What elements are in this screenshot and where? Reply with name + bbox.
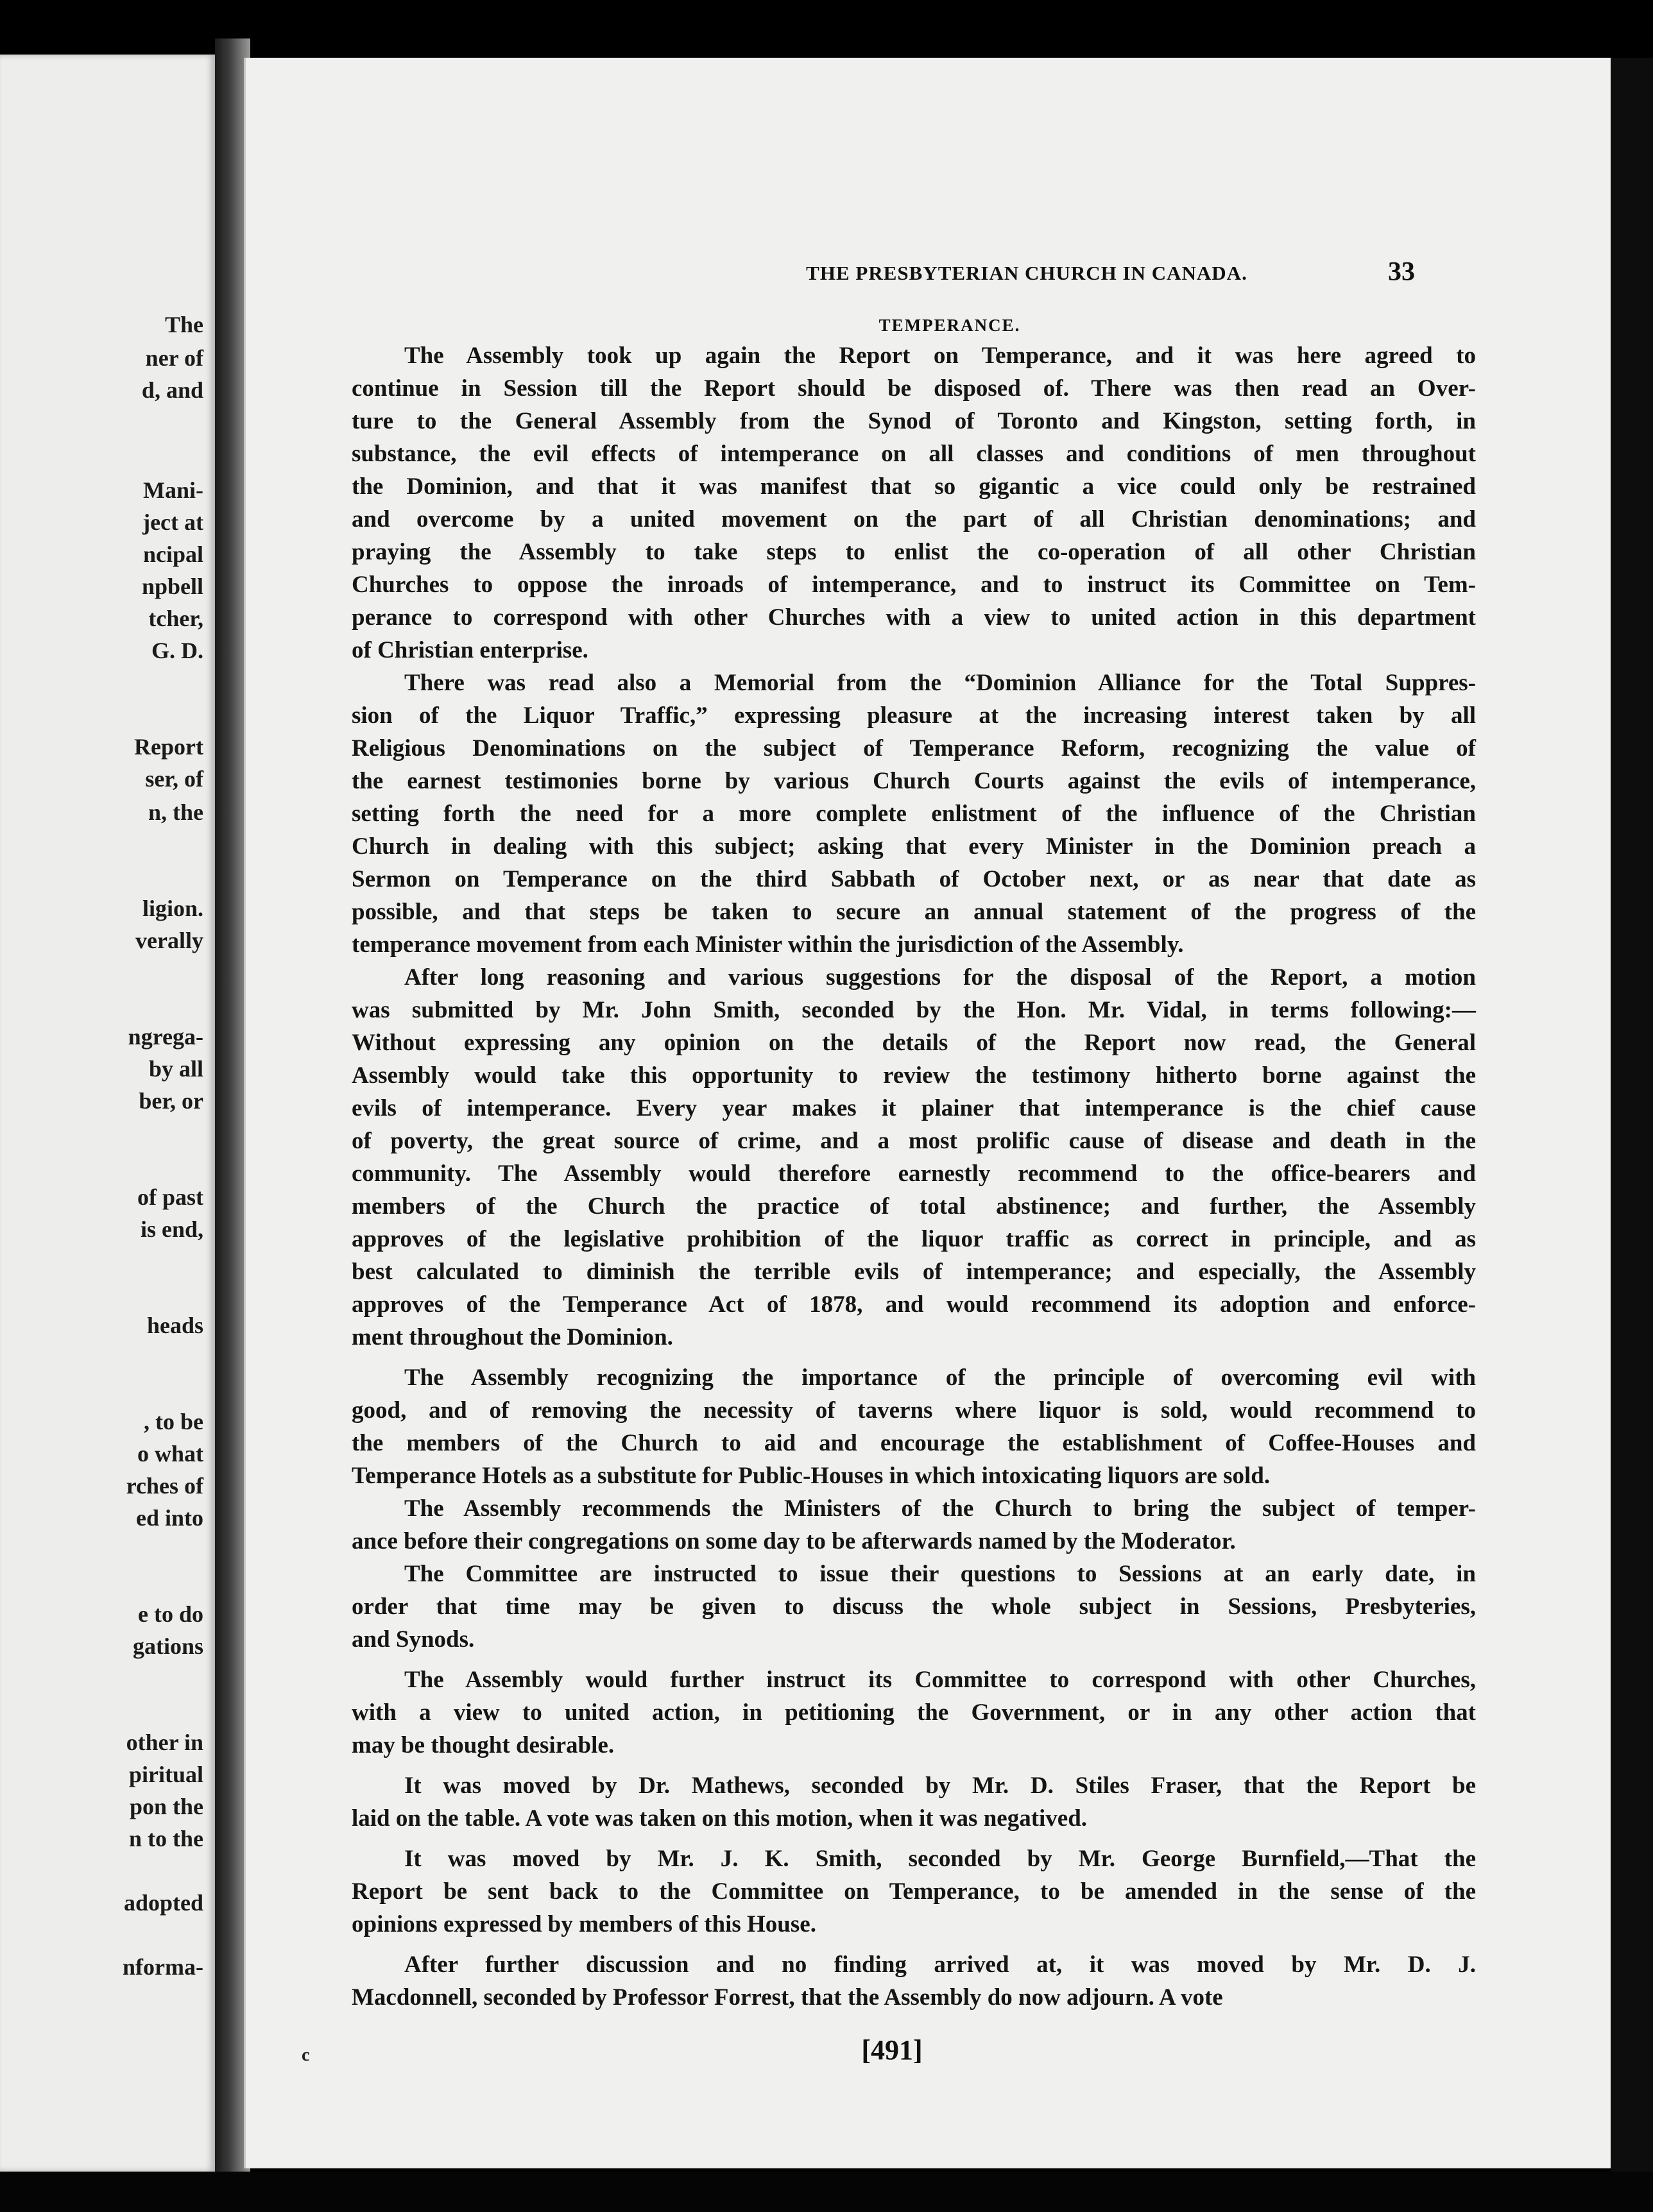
text-line: ance before their congregations on some day to be afterwards named by the Moderator. — [352, 1528, 1236, 1554]
text-line: the members of the Church to aid and encourage the establishment of Coffee-Houses and — [352, 1430, 1476, 1456]
text-line: After further discussion and no finding arrived at, it was moved by Mr. D. J. — [404, 1952, 1476, 1978]
page-number: 33 — [1388, 257, 1415, 287]
text-line: Without expressing any opinion on the details of the Report now read, the General — [352, 1030, 1476, 1056]
text-line: The Assembly recognizing the importance of the principle of overcoming evil with — [404, 1365, 1476, 1391]
previous-page-line-end: adopted — [123, 1890, 203, 1916]
previous-page-line-end: G. D. — [151, 638, 203, 663]
text-line: opinions expressed by members of this House. — [352, 1911, 816, 1937]
previous-page-line-end: ner of — [145, 345, 203, 371]
text-line: laid on the table. A vote was taken on this motion, when it was negatived. — [352, 1805, 1088, 1832]
text-line: approves of the Temperance Act of 1878, and would recommend its adoption and enforce- — [352, 1291, 1476, 1318]
text-line: sion of the Liquor Traffic,” expressing pleasure at the increasing interest taken by all — [352, 702, 1476, 729]
previous-page-line-end: o what — [137, 1441, 203, 1467]
page-folio: [491] — [861, 2034, 923, 2066]
text-line: the earnest testimonies borne by various Church Courts against the evils of intemperance, — [352, 768, 1476, 794]
previous-page-line-end: d, and — [141, 377, 203, 403]
previous-page-fragment — [0, 55, 215, 2172]
previous-page-line-end: heads — [146, 1313, 203, 1338]
text-line: Churches to oppose the inroads of intemperance, and to instruct its Committee on Tem- — [352, 572, 1476, 598]
previous-page-line-end: is end, — [140, 1216, 203, 1242]
text-line: order that time may be given to discuss the whole subject in Sessions, Presbyteries, — [352, 1594, 1476, 1620]
text-line: approves of the legislative prohibition of the liquor traffic as correct in principle, and as — [352, 1226, 1476, 1252]
text-line: best calculated to diminish the terrible evils of intemperance; and especially, the Assembly — [352, 1259, 1476, 1285]
previous-page-line-end: of past — [137, 1184, 203, 1210]
text-line: It was moved by Dr. Mathews, seconded by Mr. D. Stiles Fraser, that the Report be — [404, 1773, 1476, 1799]
previous-page-line-end: pon the — [129, 1794, 203, 1819]
text-line: perance to correspond with other Churches with a view to united action in this department — [352, 604, 1476, 631]
text-line: substance, the evil effects of intemperance on all classes and conditions of men throughout — [352, 441, 1476, 467]
previous-page-line-end: nforma- — [123, 1954, 203, 1980]
text-line: Temperance Hotels as a substitute for Public-Houses in which intoxicating liquors are sold. — [352, 1463, 1271, 1489]
text-line: continue in Session till the Report should be disposed of. There was then read an Over- — [352, 375, 1476, 402]
text-line: and Synods. — [352, 1626, 475, 1653]
body-text — [244, 58, 1611, 2168]
previous-page-line-end: npbell — [141, 574, 203, 599]
text-line: The Assembly took up again the Report on Temperance, and it was here agreed to — [404, 343, 1476, 369]
previous-page-line-end: e to do — [138, 1601, 203, 1627]
text-line: Religious Denominations on the subject of Temperance Reform, recognizing the value of — [352, 735, 1476, 761]
previous-page-line-end: other in — [126, 1730, 203, 1755]
text-line: setting forth the need for a more complete enlistment of the influence of the Christian — [352, 801, 1476, 827]
previous-page-line-end: n, the — [148, 799, 203, 825]
text-line: The Assembly recommends the Ministers of the Church to bring the subject of temper- — [404, 1495, 1476, 1522]
running-head: THE PRESBYTERIAN CHURCH IN CANADA. — [806, 262, 1247, 284]
previous-page-line-end: Mani- — [143, 477, 203, 503]
text-line: evils of intemperance. Every year makes it plainer that intemperance is the chief cause — [352, 1095, 1476, 1121]
previous-page-line-end: ser, of — [145, 766, 203, 792]
section-heading: TEMPERANCE. — [878, 316, 1021, 335]
previous-page-line-end: Report — [134, 734, 203, 760]
text-line: The Committee are instructed to issue their questions to Sessions at an early date, in — [404, 1561, 1476, 1587]
previous-page-line-end: piritual — [128, 1762, 203, 1787]
text-line: may be thought desirable. — [352, 1732, 615, 1758]
text-line: Assembly would take this opportunity to review the testimony hitherto borne against the — [352, 1062, 1476, 1089]
text-line: the Dominion, and that it was manifest that so gigantic a vice could only be restrained — [352, 473, 1476, 500]
book-page — [244, 58, 1611, 2168]
text-line: After long reasoning and various suggestions for the disposal of the Report, a motion — [404, 964, 1476, 991]
previous-page-line-end: ber, or — [139, 1088, 203, 1114]
previous-page-line-end: by all — [148, 1056, 203, 1082]
previous-page-line-end: The — [164, 312, 203, 337]
text-line: Report be sent back to the Committee on Temperance, to be amended in the sense of the — [352, 1878, 1476, 1905]
text-line: Sermon on Temperance on the third Sabbath of October next, or as near that date as — [352, 866, 1476, 892]
text-line: The Assembly would further instruct its Committee to correspond with other Churches, — [404, 1667, 1476, 1693]
text-line: Church in dealing with this subject; asking that every Minister in the Dominion preach a — [352, 833, 1476, 860]
previous-page-line-end: rches of — [126, 1473, 203, 1499]
text-line: ture to the General Assembly from the Synod of Toronto and Kingston, setting forth, in — [352, 408, 1476, 434]
previous-page-line-end: n to the — [129, 1826, 203, 1851]
scan-border-bottom — [0, 2172, 1653, 2212]
text-line: members of the Church the practice of total abstinence; and further, the Assembly — [352, 1193, 1476, 1220]
previous-page-line-end: gations — [132, 1633, 203, 1659]
text-line: ment throughout the Dominion. — [352, 1324, 673, 1350]
previous-page-line-end: tcher, — [148, 606, 203, 631]
previous-page-line-end: ligion. — [142, 896, 203, 921]
text-line: possible, and that steps be taken to secure an annual statement of the progress of the — [352, 899, 1476, 925]
text-line: of Christian enterprise. — [352, 637, 588, 663]
previous-page-line-end: verally — [135, 928, 203, 953]
text-line: was submitted by Mr. John Smith, seconded by the Hon. Mr. Vidal, in terms following:— — [352, 997, 1476, 1023]
text-line: community. The Assembly would therefore earnestly recommend to the office-bearers and — [352, 1161, 1476, 1187]
previous-page-line-end: ncipal — [142, 541, 203, 567]
text-line: There was read also a Memorial from the “Dominion Alliance for the Total Suppres- — [404, 670, 1476, 696]
previous-page-line-end: ngrega- — [128, 1024, 203, 1050]
text-line: and overcome by a united movement on the part of all Christian denominations; and — [352, 506, 1476, 532]
text-line: good, and of removing the necessity of taverns where liquor is sold, would recommend to — [352, 1397, 1476, 1424]
text-line: with a view to united action, in petitioning the Government, or in any other action that — [352, 1699, 1476, 1726]
text-line: praying the Assembly to take steps to enlist the co-operation of all other Christian — [352, 539, 1476, 565]
signature-mark: c — [302, 2045, 310, 2065]
text-line: Macdonnell, seconded by Professor Forrest, that the Assembly do now adjourn. A vote — [352, 1984, 1223, 2011]
previous-page-line-end: , to be — [144, 1409, 203, 1434]
text-line: temperance movement from each Minister within the jurisdiction of the Assembly. — [352, 932, 1184, 958]
text-line: It was moved by Mr. J. K. Smith, seconded by Mr. George Burnfield,—That the — [404, 1846, 1476, 1872]
text-line: of poverty, the great source of crime, and a most prolific cause of disease and death in the — [352, 1128, 1476, 1154]
scan-border-right — [1611, 58, 1653, 2175]
previous-page-line-end: ed into — [135, 1505, 203, 1531]
previous-page-line-end: ject at — [142, 509, 203, 535]
